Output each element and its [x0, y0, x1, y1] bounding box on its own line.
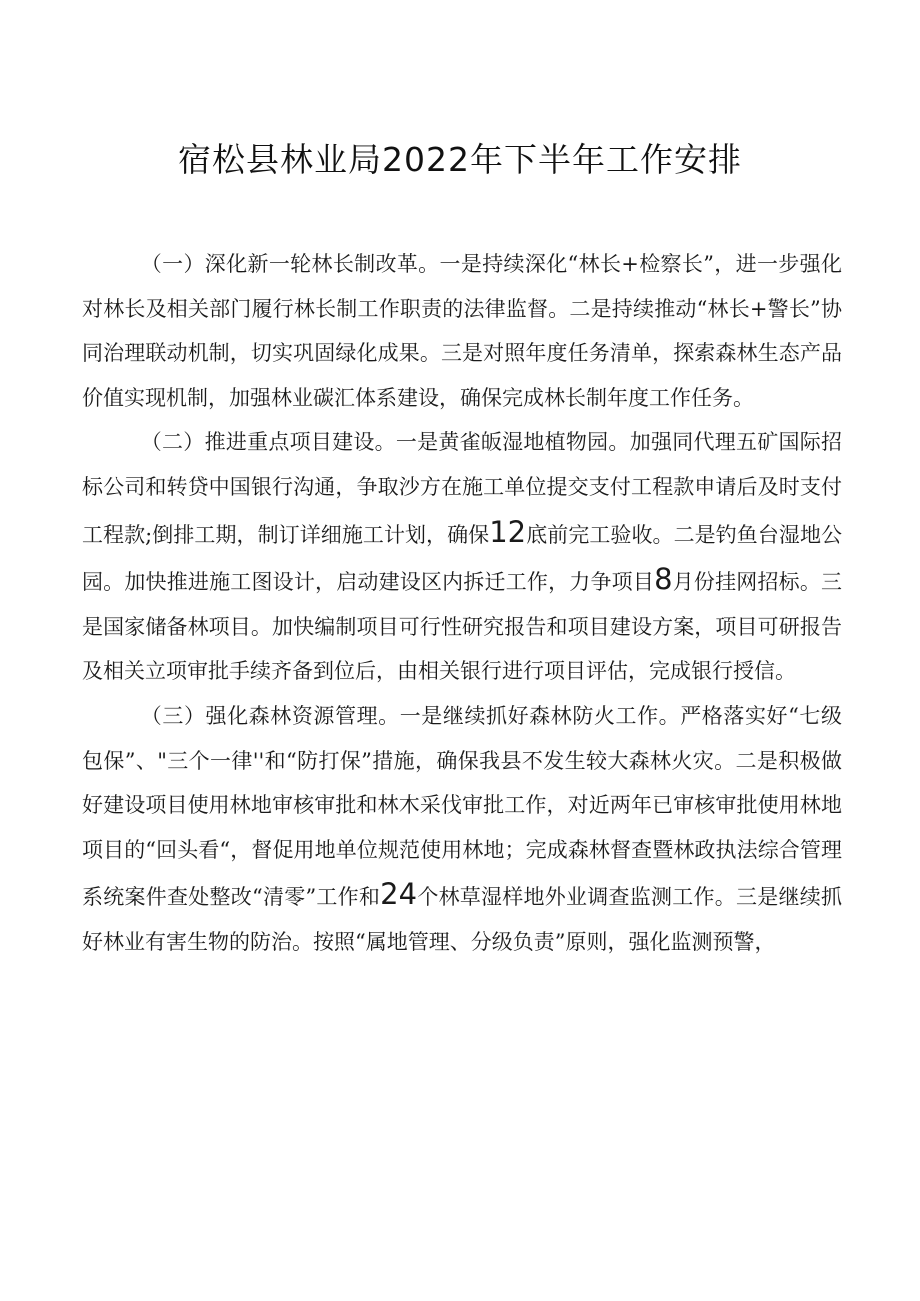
- paragraph-text: 月份挂网招标。三是国家储备林项目。加快编制项目可行性研究报告和项目建设方案，项目可研报告及相关立项审批手续齐备到位后，由相关银行进行项目评估，完成银行授信。: [82, 570, 843, 684]
- paragraph-text: （二）推进重点项目建设。一是黄雀皈湿地植物园。加强同代理五矿国际招标公司和转贷中国银行沟通，争取沙方在施工单位提交支付工程款申请后及时支付工程款;倒排工期，制订详细施工计划，确保: [82, 430, 842, 547]
- paragraph-text: 个林草湿样地外业调查监测工作。三是继续抓好林业有害生物的防治。按照“属地管理、分级负责”原则，强化监测预警，: [82, 885, 842, 954]
- paragraph-key-projects: [82, 420, 842, 694]
- paragraph-forest-resource-management: [82, 694, 842, 965]
- paragraph-text: （一）深化新一轮林长制改革。一是持续深化“林长+检察长”，进一步强化对林长及相关部门履行林长制工作职责的法律监督。二是持续推动“林长+警长”协同治理联动机制，切实巩固绿化成果。三是对照年度任务清单，探索森林生态产品价值实现机制，加强林业碳汇体系建设，确保完成林长制年度工作任务。: [82, 252, 842, 410]
- paragraph-text: 底前完工验收。二是钓鱼台湿地公园。加快推进施工图设计，启动建设区内拆迁工作，力争项目: [82, 522, 843, 595]
- inline-number: 24: [380, 877, 418, 912]
- paragraph-forest-chief-reform: [82, 242, 842, 420]
- document-body: [82, 242, 842, 965]
- document-title: 宿松县林业局2022年下半年工作安排: [178, 140, 742, 179]
- inline-number: 12: [489, 514, 527, 549]
- paragraph-text: （三）强化森林资源管理。一是继续抓好森林防火工作。严格落实好“七级包保”、"三个一律''和“防打保”措施，确保我县不发生较大森林火灾。二是积极做好建设项目使用林地审核审批和林木采伐审批工作，对近两年已审核审批使用林地项目的“回头看“，督促用地单位规范使用林地；完成森林督查暨林政执法综合管理系统案件查处整改“清零”工作和: [82, 703, 842, 910]
- inline-number: 8: [654, 562, 673, 597]
